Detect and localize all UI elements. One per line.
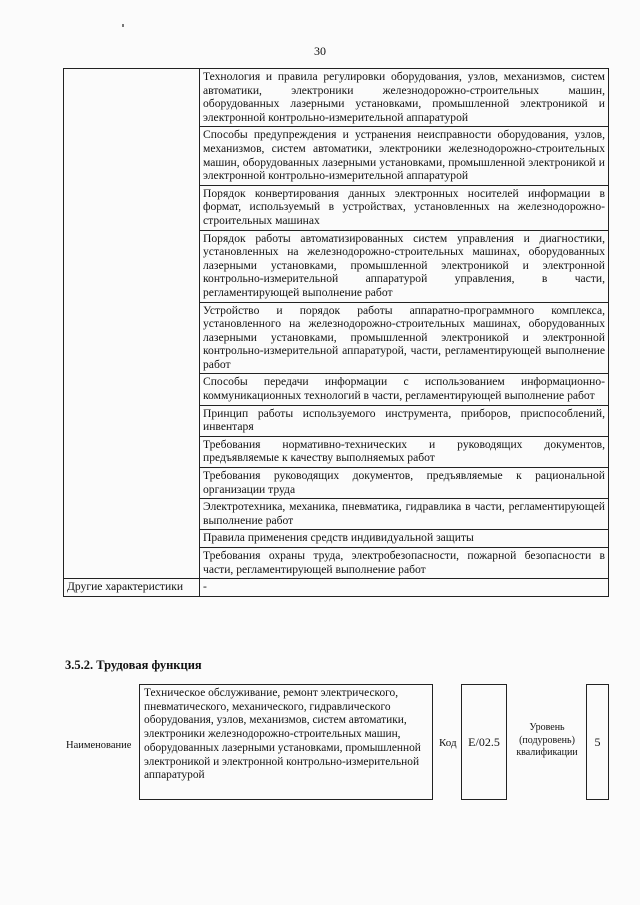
table-cell: Электротехника, механика, пневматика, гидравлика в части, регламентирующей выполнение работ <box>200 499 609 530</box>
code-label: Код <box>439 737 457 749</box>
table-cell: Способы предупреждения и устранения неисправности оборудования, узлов, механизмов, систем автоматики, электроники железнодорожно-строительных машин, оборудованных лазерными установками, промышленной электроникой и электронной контрольно-измерительной аппаратурой <box>200 127 609 185</box>
page-number: 30 <box>314 44 326 58</box>
table-cell: Порядок конвертирования данных электронных носителей информации в формат, используемый в устройствах, установленных на железнодорожно-строительных машинах <box>200 185 609 230</box>
table-cell: Способы передачи информации с использованием информационно-коммуникационных технологий в части, регламентирующей выполнение работ <box>200 374 609 405</box>
name-label: Наименование <box>66 740 132 751</box>
level-label: Уровень (подуровень) квалификации <box>516 722 578 758</box>
section-title: 3.5.2. Трудовая функция <box>65 658 202 672</box>
other-characteristics-label: Другие характеристики <box>64 579 200 597</box>
level-box <box>586 684 609 800</box>
code-box <box>461 684 507 800</box>
table-row <box>64 579 609 597</box>
function-name-box: Техническое обслуживание, ремонт электрического, пневматического, механического, гидравлического оборудования, узлов, механизмов, систем автоматики, электроники железнодорожно-строительных машин, оборудованных лазерными установками, промышленной электроникой и электронной контрольно-измерительной аппаратурой <box>139 684 433 800</box>
table-cell: Требования охраны труда, электробезопасности, пожарной безопасности в части, регламентирующей выполнение работ <box>200 548 609 579</box>
other-characteristics-value: - <box>200 579 609 597</box>
table-cell: Технология и правила регулировки оборудования, узлов, механизмов, систем автоматики, электроники железнодорожно-строительных машин, оборудованных лазерными установками, промышленной электроникой и электронной контрольно-измерительной аппаратурой <box>200 69 609 127</box>
table-row <box>64 69 609 127</box>
scan-mark <box>122 24 124 27</box>
code-value: E/02.5 <box>468 734 500 749</box>
table-cell: Порядок работы автоматизированных систем управления и диагностики, установленных на железнодорожно-строительных машинах, оборудованных лазерными установками, промышленной электроникой и электронной контрольно-измерительной аппаратурой управления, в части, регламентирующей выполнение работ <box>200 230 609 302</box>
table-cell: Требования руководящих документов, предъявляемые к рациональной организации труда <box>200 468 609 499</box>
table-cell: Требования нормативно-технических и руководящих документов, предъявляемые к качеству выполняемых работ <box>200 436 609 467</box>
table-cell: Устройство и порядок работы аппаратно-программного комплекса, установленного на железнодорожно-строительных машинах, оборудованных лазерными установками, промышленной электроникой и электронной контрольно-измерительной аппаратурой, части, регламентирующей выполнение работ <box>200 302 609 374</box>
level-value: 5 <box>594 734 601 749</box>
knowledge-table <box>63 68 609 597</box>
table-cell: Принцип работы используемого инструмента, приборов, приспособлений, инвентаря <box>200 405 609 436</box>
table-cell: Правила применения средств индивидуальной защиты <box>200 530 609 548</box>
table-left-cell <box>64 69 200 579</box>
